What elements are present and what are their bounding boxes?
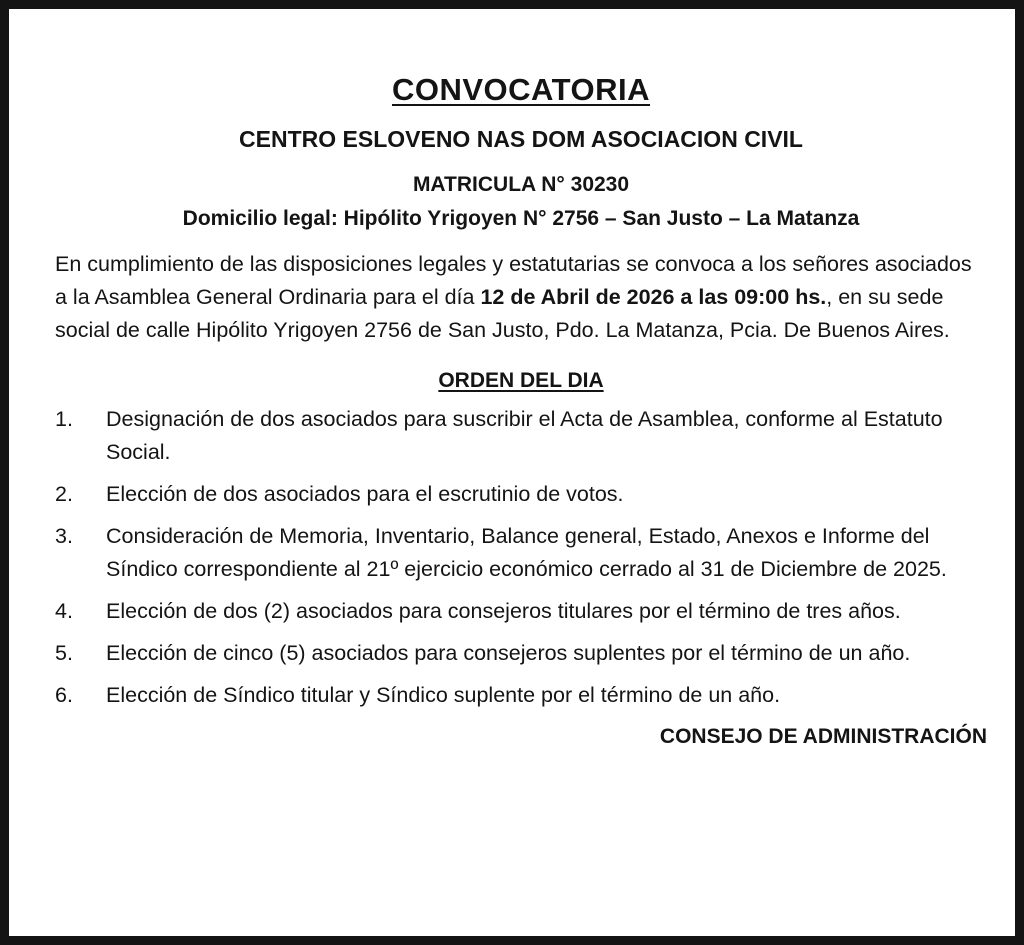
agenda-item-number: 5.: [55, 641, 73, 665]
agenda-item-text: Designación de dos asociados para suscribir el Acta de Asamblea, conforme al Estatuto Social.: [106, 407, 943, 464]
agenda-item: [55, 679, 987, 712]
agenda-item-number: 6.: [55, 683, 73, 707]
agenda-item: [55, 637, 987, 670]
signature-block: CONSEJO DE ADMINISTRACIÓN: [659, 725, 987, 748]
agenda-item: [55, 520, 987, 586]
intro-text-part2: , en su sede social de calle Hipólito Yrigoyen 2756 de San Justo, Pdo. La Matanza, Pcia. De Buenos Aires.: [55, 285, 950, 342]
notice-content: [55, 67, 987, 753]
legal-address: Domicilio legal: Hipólito Yrigoyen N° 2756 – San Justo – La Matanza: [182, 207, 860, 230]
organization-name: CENTRO ESLOVENO NAS DOM ASOCIACION CIVIL: [239, 126, 803, 152]
agenda-item: [55, 595, 987, 628]
agenda-list: [55, 403, 987, 712]
agenda-item-text: Elección de cinco (5) asociados para consejeros suplentes por el término de un año.: [106, 641, 911, 665]
agenda-item-number: 1.: [55, 407, 73, 431]
agenda-item-number: 4.: [55, 599, 73, 623]
intro-paragraph: [55, 248, 987, 347]
agenda-item-text: Consideración de Memoria, Inventario, Balance general, Estado, Anexos e Informe del Síndico correspondiente al 21º ejercicio económico cerrado al 31 de Diciembre de 2025.: [106, 524, 947, 581]
notice-title: CONVOCATORIA: [391, 72, 651, 107]
agenda-item: [55, 403, 987, 469]
agenda-title: ORDEN DEL DIA: [438, 369, 604, 392]
agenda-item-number: 2.: [55, 482, 73, 506]
agenda-item-number: 3.: [55, 524, 73, 548]
intro-text-part1: En cumplimiento de las disposiciones legales y estatutarias se convoca a los señores asociados a la Asamblea General Ordinaria para el día: [55, 252, 972, 309]
meeting-date: 12 de Abril de 2026 a las 09:00 hs.: [480, 285, 827, 309]
agenda-item-text: Elección de Síndico titular y Síndico suplente por el término de un año.: [106, 683, 781, 707]
agenda-item-text: Elección de dos (2) asociados para consejeros titulares por el término de tres años.: [106, 599, 901, 623]
agenda-item-text: Elección de dos asociados para el escrutinio de votos.: [106, 482, 624, 506]
registration-number: MATRICULA N° 30230: [412, 173, 630, 196]
agenda-item: [55, 478, 987, 511]
